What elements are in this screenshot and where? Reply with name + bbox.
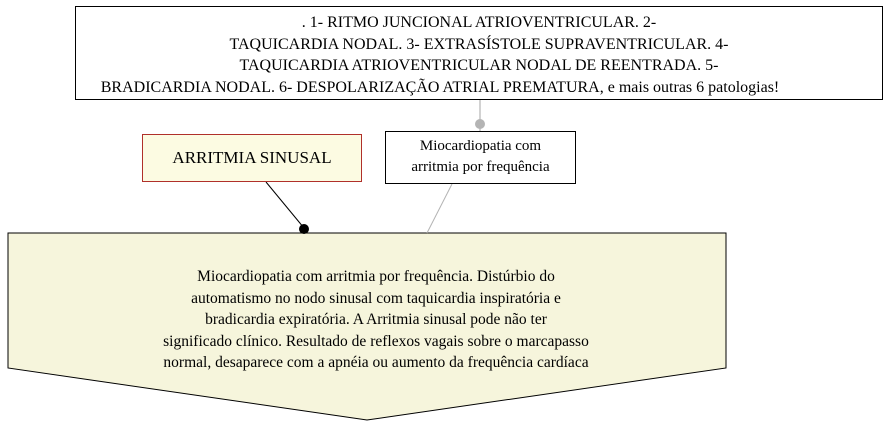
main-node-connector [266,182,304,228]
related-node-connector [427,184,452,233]
pathologies-note-line: BRADICARDIA NODAL. 6- DESPOLARIZAÇÃO ATRIAL PREMATURA, e mais outras 6 patologias! [100,78,780,96]
arritmia-sinusal-node[interactable]: ARRITMIA SINUSAL [142,134,362,182]
main-node-connector-dot [299,224,309,234]
description-callout-text [96,266,656,374]
description-line: normal, desaparece com a apnéia ou aumento da frequência cardíaca [163,354,589,371]
pathologies-note [75,6,883,100]
miocardiopatia-node-line: Miocardiopatia com [419,138,542,154]
description-line: automatismo no nodo sinusal com taquicardia inspiratória e [191,289,561,307]
pathologies-note-line: TAQUICARDIA NODAL. 3- EXTRASÍSTOLE SUPRAVENTRICULAR. 4- [229,35,729,53]
description-line: significado clínico. Resultado de reflexos vagais sobre o marcapasso [163,332,589,350]
description-line: bradicardia expiratória. A Arritmia sinusal pode não ter [205,311,547,328]
miocardiopatia-node[interactable] [385,131,576,184]
pathologies-note-line: TAQUICARDIA ATRIOVENTRICULAR NODAL DE REENTRADA. 5- [239,57,719,74]
top-note-connector-dot [475,119,485,129]
pathologies-note-line: . 1- RITMO JUNCIONAL ATRIOVENTRICULAR. 2- [301,14,657,31]
description-line: Miocardiopatia com arritmia por frequência. Distúrbio do [197,268,555,285]
miocardiopatia-node-line: arritmia por frequência [411,159,550,175]
